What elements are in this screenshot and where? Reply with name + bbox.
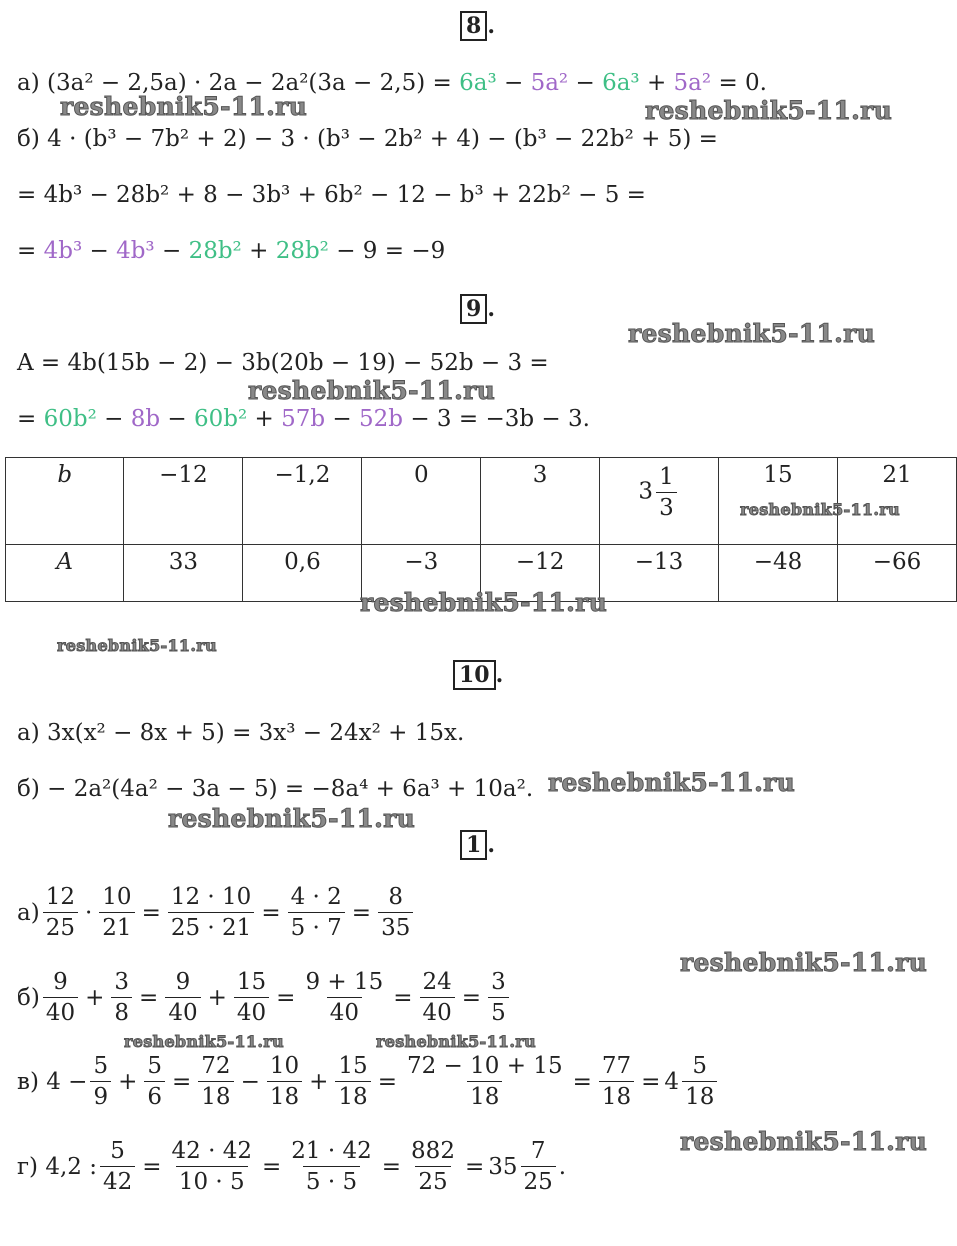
- eq-1d: г) 4,2 : $\frac{5}{42}$ = $\frac{42 \cdot 42}{10 \cdot 5}$ = $\frac{21 \cdot 42}{5 \cdot 5}$ = $\frac{882}{25}$ = 35 $\frac{7}{25}$ .: [17, 1138, 567, 1195]
- eq-8b: б) 4 · (b³ − 7b² + 2) − 3 · (b³ − 2b² + 4) − (b³ − 22b² + 5) =: [17, 126, 718, 152]
- watermark: reshebnik5-11.ru: [168, 804, 416, 833]
- table-cell: −13: [600, 545, 719, 602]
- watermark: reshebnik5-11.ru: [57, 636, 217, 655]
- eq-10b: б) − 2a²(4a² − 3a − 5) = −8a⁴ + 6a³ + 10a².: [17, 776, 534, 802]
- table-cell: 0,6: [243, 545, 362, 602]
- section-10-heading: 10 .: [453, 662, 503, 688]
- eq-1c: в) 4 − $\frac{5}{9}$ + $\frac{5}{6}$ = $\frac{72}{18}$ − $\frac{10}{18}$ + $\frac{15}{18}$ = $\frac{72 - 10 + 15}{18}$ = $\frac{77}{18}$ = 4 $\frac{5}{18}$: [17, 1051, 720, 1112]
- table-cell: 21: [837, 458, 956, 545]
- table-cell: 33: [124, 545, 243, 602]
- section-number-box: 9: [460, 294, 487, 324]
- table-cell: −3: [362, 545, 481, 602]
- watermark: reshebnik5-11.ru: [548, 768, 796, 797]
- section-9-heading: 9 .: [460, 296, 495, 322]
- watermark: reshebnik5-11.ru: [740, 500, 900, 519]
- eq-1b: б) $\frac{9}{40}$ + $\frac{3}{8}$ = $\frac{9}{40}$ + $\frac{15}{40}$ = $\frac{9 + 15}{40}$ = $\frac{24}{40}$ = $\frac{3}{5}$: [17, 967, 512, 1028]
- table-cell: −12: [481, 545, 600, 602]
- watermark: reshebnik5-11.ru: [376, 1032, 536, 1051]
- section-number-box: 8: [460, 11, 487, 41]
- section-8-heading: 8 .: [460, 13, 495, 39]
- watermark: reshebnik5-11.ru: [680, 1127, 928, 1156]
- watermark: reshebnik5-11.ru: [628, 319, 876, 348]
- eq-1a: а) $\frac{12}{25}$ · $\frac{10}{21}$ = $\frac{12 \cdot 10}{25 \cdot 21}$ = $\frac{4 \cdot 2}{5 \cdot 7}$ = $\frac{8}{35}$: [17, 882, 416, 943]
- table-cell: 0: [362, 458, 481, 545]
- table-cell: −66: [837, 545, 956, 602]
- table-cell: −1,2: [243, 458, 362, 545]
- watermark: reshebnik5-11.ru: [645, 96, 893, 125]
- eq-8a: а) (3a² − 2,5a) · 2a − 2a²(3a − 2,5) = 6a³ − 5a² − 6a³ + 5a² = 0.: [17, 70, 767, 96]
- eq-8c: = 4b³ − 28b² + 8 − 3b³ + 6b² − 12 − b³ + 22b² − 5 =: [17, 182, 646, 208]
- eq-9a: A = 4b(15b − 2) − 3b(20b − 19) − 52b − 3 =: [17, 350, 549, 376]
- watermark: reshebnik5-11.ru: [60, 92, 308, 121]
- table-cell: 15: [719, 458, 838, 545]
- section-1-heading: 1 .: [460, 832, 495, 858]
- watermark: reshebnik5-11.ru: [680, 948, 928, 977]
- eq-9b: = 60b² − 8b − 60b² + 57b − 52b − 3 = −3b − 3.: [17, 406, 590, 432]
- eq-8d: = 4b³ − 4b³ − 28b² + 28b² − 9 = −9: [17, 238, 446, 264]
- values-table: [5, 457, 957, 602]
- eq-10a: а) 3x(x² − 8x + 5) = 3x³ − 24x² + 15x.: [17, 720, 465, 746]
- table-cell: 3: [481, 458, 600, 545]
- watermark: reshebnik5-11.ru: [360, 588, 608, 617]
- table-cell: −48: [719, 545, 838, 602]
- section-number-box: 1: [460, 830, 487, 860]
- watermark: reshebnik5-11.ru: [248, 376, 496, 405]
- table-row-label: b: [6, 458, 124, 545]
- table-cell: −12: [124, 458, 243, 545]
- section-number-box: 10: [453, 660, 496, 690]
- watermark: reshebnik5-11.ru: [124, 1032, 284, 1051]
- table-cell-mixed: 3 $\frac{1}{3}$: [600, 458, 719, 545]
- table-row-label: A: [6, 545, 124, 602]
